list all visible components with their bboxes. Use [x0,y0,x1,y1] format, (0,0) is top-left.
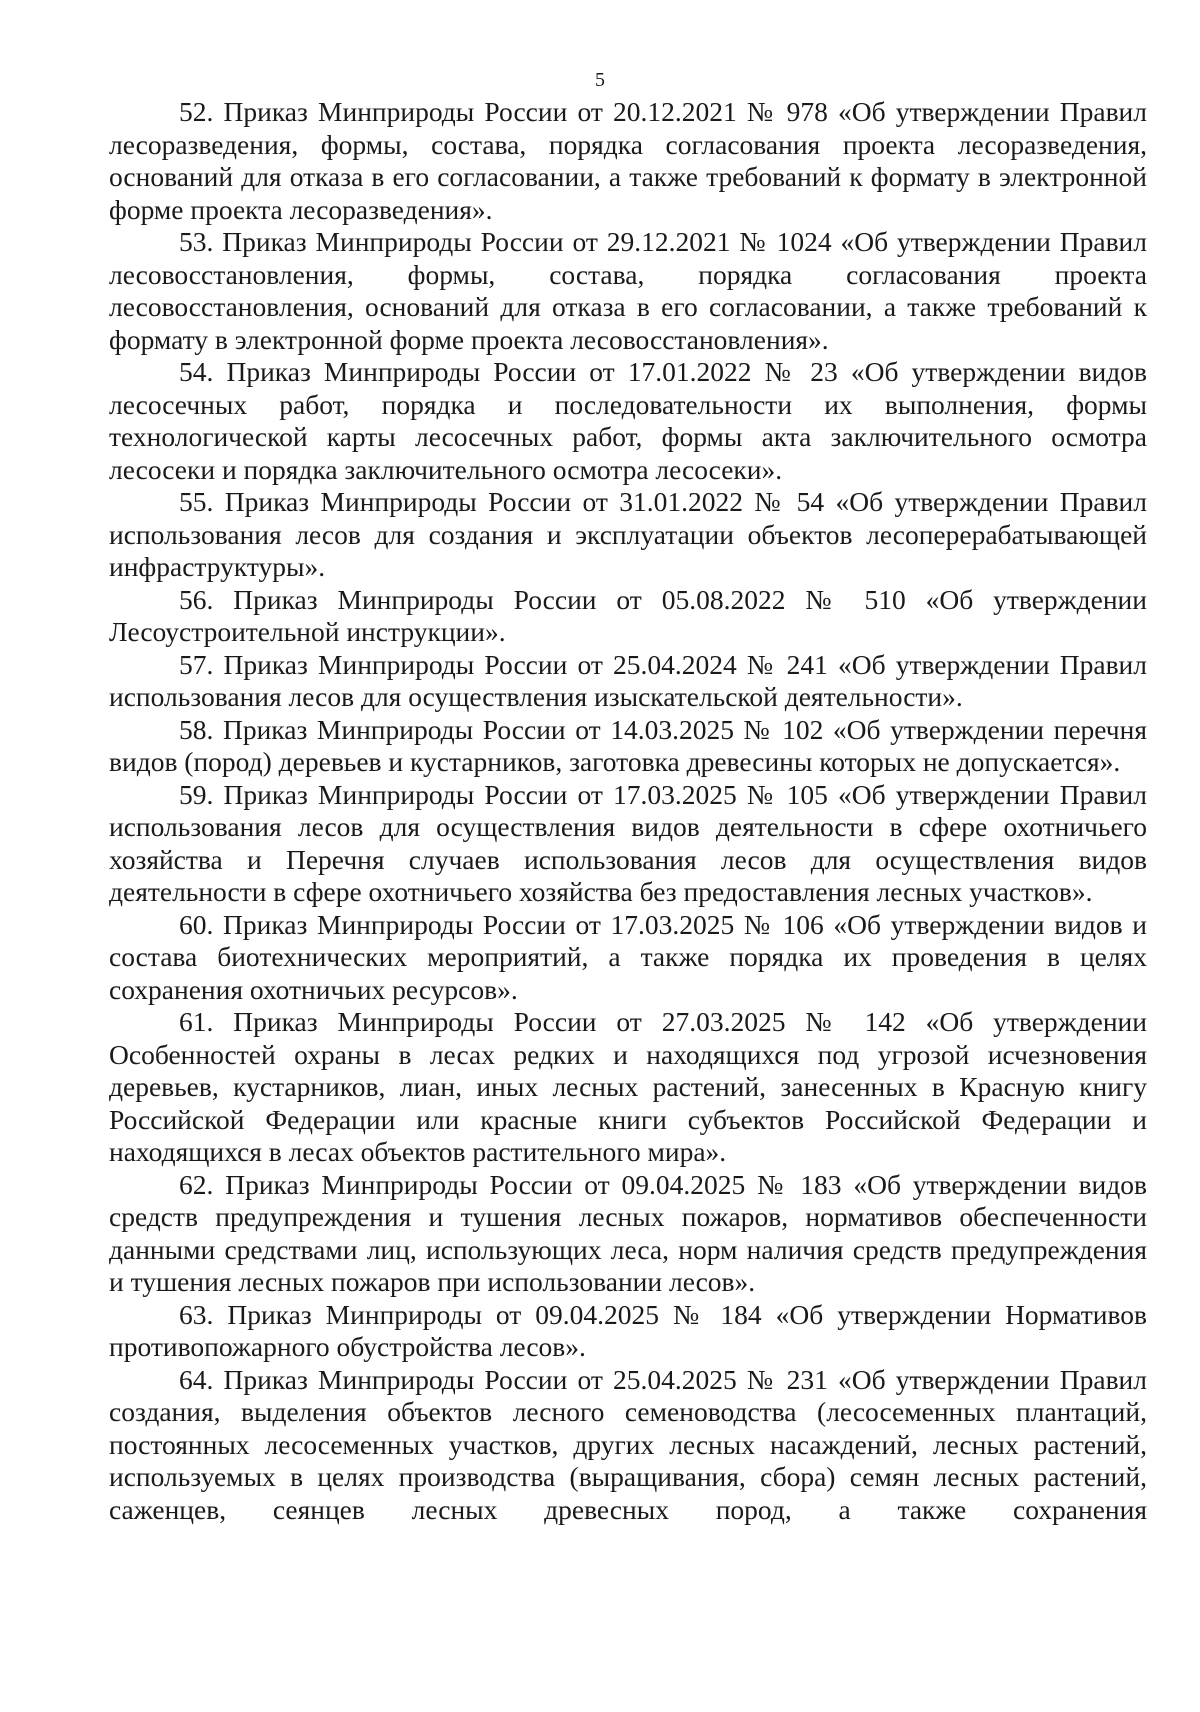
item-number: 58. [179,713,214,745]
item-text: Приказ Минприроды России от 17.03.2025 № 106 «Об утверждении видов и состава биотехнических мероприятий, а также порядка их проведения в целях сохранения охотничьих ресурсов». [109,908,1148,1005]
list-item [109,96,1147,226]
item-text: Приказ Минприроды России от 14.03.2025 № 102 «Об утверждении перечня видов (пород) деревьев и кустарников, заготовка древесины которых не допускается». [109,713,1147,777]
item-number: 62. [179,1168,214,1200]
list-item [109,1006,1147,1169]
item-number: 63. [179,1298,214,1330]
item-text: Приказ Минприроды России от 17.01.2022 № 23 «Об утверждении видов лесосечных работ, порядка и последовательности их выполнения, формы технологической карты лесосечных работ, формы акта заключительного осмотра лесосеки и порядка заключительного осмотра лесосеки». [109,356,1147,485]
list-item [109,584,1147,649]
item-text: Приказ Минприроды России от 09.04.2025 № 183 «Об утверждении видов средств предупреждения и тушения лесных пожаров, нормативов обеспеченности данными средствами лиц, использующих леса, норм наличия средств предупреждения и тушения лесных пожаров при использовании лесов». [109,1168,1147,1297]
item-text: Приказ Минприроды России от 05.08.2022 № 510 «Об утверждении Лесоустроительной инструкции». [109,583,1147,647]
item-number: 57. [179,648,214,680]
item-text: Приказ Минприроды от 09.04.2025 № 184 «Об утверждении Нормативов противопожарного обустройства лесов». [109,1298,1147,1362]
item-number: 64. [179,1363,214,1395]
page-number: 5 [595,69,605,91]
list-item [109,1169,1147,1299]
list-item [109,1299,1147,1364]
item-number: 53. [179,226,214,257]
list-item [109,1364,1147,1527]
orders-list [109,96,1147,1526]
item-number: 54. [179,356,214,387]
item-number: 60. [179,908,214,940]
item-text: Приказ Минприроды России от 25.04.2025 № 231 «Об утверждении Правил создания, выделения объектов лесного семеноводства (лесосеменных плантаций, постоянных лесосеменных участков, других лесных насаждений, лесных растений, используемых в целях производства (выращивания, сбора) семян лесных растений, саженцев, сеянцев лесных древесных пород, а также сохранения [109,1363,1148,1525]
item-number: 61. [179,1006,214,1037]
list-item [109,649,1147,714]
list-item [109,714,1147,779]
item-number: 59. [179,778,214,810]
item-number: 56. [179,583,214,615]
item-text: Приказ Минприроды России от 31.01.2022 № 54 «Об утверждении Правил использования лесов для создания и эксплуатации объектов лесоперерабатывающей инфраструктуры». [109,486,1148,582]
list-item [109,909,1147,1007]
item-number: 52. [179,96,214,127]
item-text: Приказ Минприроды России от 17.03.2025 № 105 «Об утверждении Правил использования лесов для осуществления видов деятельности в сфере охотничьего хозяйства и Перечня случаев использования лесов для осуществления видов деятельности в сфере охотничьего хозяйства без предоставления лесных участков». [109,778,1148,907]
item-number: 55. [179,486,214,517]
list-item [109,486,1147,584]
item-text: Приказ Минприроды России от 27.03.2025 № 142 «Об утверждении Особенностей охраны в лесах редких и находящихся под угрозой исчезновения деревьев, кустарников, лиан, иных лесных растений, занесенных в Красную книгу Российской Федерации или красные книги субъектов Российской Федерации и находящихся в лесах объектов растительного мира». [109,1006,1147,1167]
list-item [109,356,1147,486]
item-text: Приказ Минприроды России от 29.12.2021 № 1024 «Об утверждении Правил лесовосстановления, формы, состава, порядка согласования проекта лесовосстановления, оснований для отказа в его согласовании, а также требований к формату в электронной форме проекта лесовосстановления». [109,226,1148,355]
list-item [109,779,1147,909]
item-text: Приказ Минприроды России от 20.12.2021 № 978 «Об утверждении Правил лесоразведения, формы, состава, порядка согласования проекта лесоразведения, оснований для отказа в его согласовании, а также требований к формату в электронной форме проекта лесоразведения». [109,96,1148,225]
list-item [109,226,1147,356]
item-text: Приказ Минприроды России от 25.04.2024 № 241 «Об утверждении Правил использования лесов для осуществления изыскательской деятельности». [109,648,1148,712]
